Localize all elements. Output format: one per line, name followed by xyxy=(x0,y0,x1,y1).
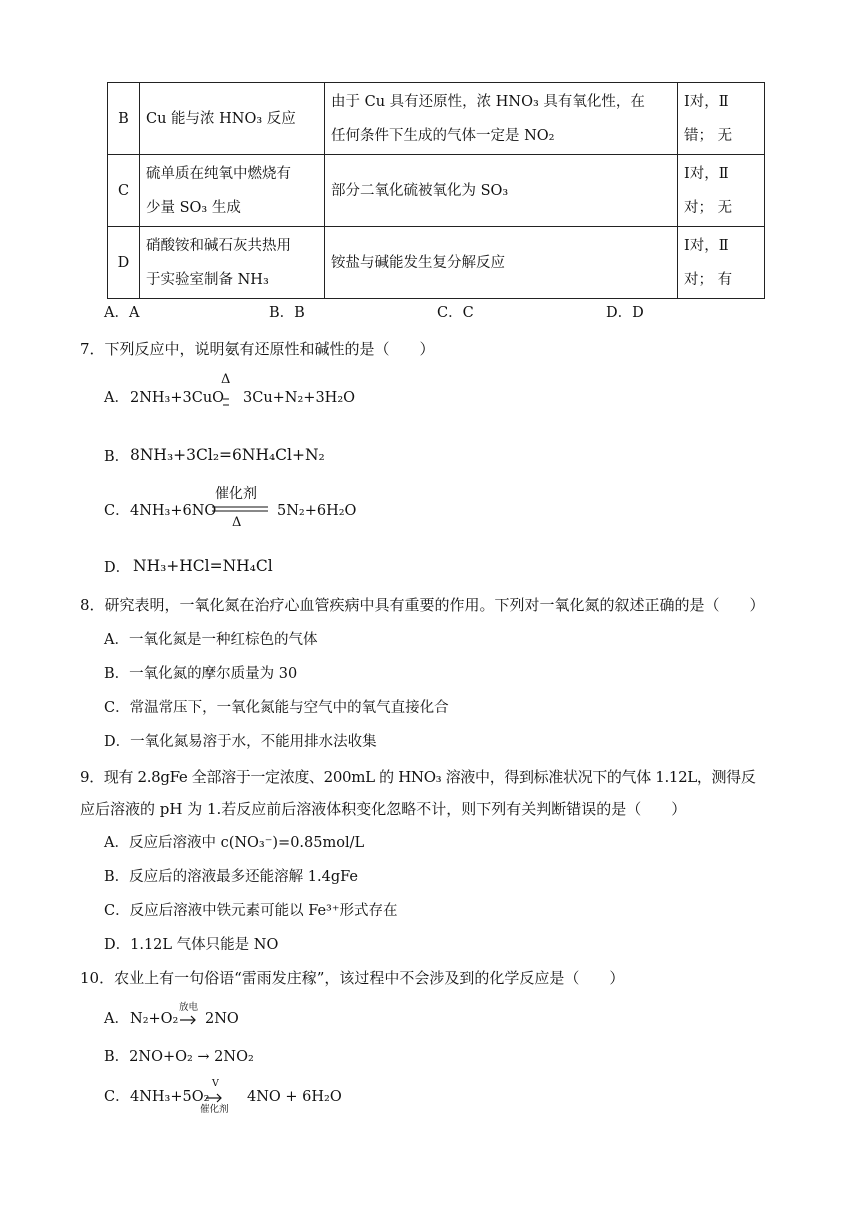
q6-option-c[interactable]: C．C xyxy=(437,305,474,321)
equation-left: 4NH₃+6NO xyxy=(130,503,217,519)
table-cell-explanation xyxy=(325,155,678,227)
q9-stem-line-1: 9．现有 2.8gFe 全部溶于一定浓度、200mL 的 HNO₃ 溶液中，得到标准状况下的气体 1.12L，测得反 xyxy=(80,768,756,786)
option-label: D． xyxy=(104,560,131,576)
option-label: B． xyxy=(104,449,130,465)
table-cell-statement xyxy=(140,83,325,155)
cell-line: 部分二氧化硫被氧化为 SO₃ xyxy=(331,182,509,199)
condition-delta: Δ xyxy=(232,515,242,530)
cell-line: 对； 无 xyxy=(684,199,733,216)
equation-right: 5N₂+6H₂O xyxy=(277,503,357,519)
option-label: C． xyxy=(104,503,130,519)
reaction-equals-icon xyxy=(212,505,268,513)
q8-option-a[interactable]: A．一氧化氮是一种红棕色的气体 xyxy=(104,632,318,648)
catalyst-label: 催化剂 xyxy=(200,1104,229,1115)
equation-left: N₂+O₂ xyxy=(130,1011,179,1027)
cell-line: 于实验室制备 NH₃ xyxy=(146,271,269,288)
cell-line: Ⅰ对，Ⅱ xyxy=(684,165,729,182)
table-cell-judgement xyxy=(678,227,765,299)
table-cell-judgement xyxy=(678,155,765,227)
option-label: A． xyxy=(104,390,129,406)
q9-option-a[interactable]: A．反应后溶液中 c(NO₃⁻)=0.85mol/L xyxy=(104,835,365,851)
equation-left: 4NH₃+5O₂ xyxy=(130,1089,210,1105)
q8-stem: 8．研究表明，一氧化氮在治疗心血管疾病中具有重要的作用。下列对一氧化氮的叙述正确的是（ ） xyxy=(80,596,765,614)
q8-option-c[interactable]: C．常温常压下，一氧化氮能与空气中的氧气直接化合 xyxy=(104,700,449,716)
cell-line: 错； 无 xyxy=(684,127,733,144)
condition-delta: Δ xyxy=(221,372,231,387)
equation-right: 4NO + 6H₂O xyxy=(247,1089,342,1105)
condition-v: V xyxy=(212,1078,219,1089)
equilibrium-equals-icon xyxy=(222,396,232,408)
equation-right: 2NO xyxy=(205,1011,239,1027)
cell-line: 任何条件下生成的气体一定是 NO₂ xyxy=(331,127,555,144)
table-cell-statement xyxy=(140,155,325,227)
option-label: A． xyxy=(104,1011,129,1027)
answer-table-body xyxy=(108,83,765,299)
answer-table xyxy=(107,82,765,299)
option-label: C． xyxy=(104,1089,130,1105)
cell-line: Cu 能与浓 HNO₃ 反应 xyxy=(146,110,296,127)
q10-stem: 10．农业上有一句俗语“雷雨发庄稼”，该过程中不会涉及到的化学反应是（ ） xyxy=(80,969,625,987)
equation-left: 2NH₃+3CuO xyxy=(130,390,225,406)
cell-line: 硫单质在纯氧中燃烧有 xyxy=(146,165,291,182)
q8-option-d[interactable]: D．一氧化氮易溶于水，不能用排水法收集 xyxy=(104,734,377,750)
equation: 8NH₃+3Cl₂=6NH₄Cl+N₂ xyxy=(130,446,325,464)
table-row xyxy=(108,155,765,227)
q9-option-c[interactable]: C．反应后溶液中铁元素可能以 Fe³⁺形式存在 xyxy=(104,903,398,919)
table-cell-option: C xyxy=(108,155,140,227)
table-cell-explanation xyxy=(325,83,678,155)
cell-line: 对； 有 xyxy=(684,271,733,288)
q9-option-b[interactable]: B．反应后的溶液最多还能溶解 1.4gFe xyxy=(104,869,358,885)
q6-option-d[interactable]: D．D xyxy=(606,305,644,321)
table-cell-explanation xyxy=(325,227,678,299)
table-cell-option: D xyxy=(108,227,140,299)
cell-line: 铵盐与碱能发生复分解反应 xyxy=(331,254,505,271)
catalyst-label: 催化剂 xyxy=(215,486,257,502)
q9-stem-line-2: 应后溶液的 pH 为 1.若反应前后溶液体积变化忽略不计，则下列有关判断错误的是（ ） xyxy=(80,800,687,818)
cell-line: Ⅰ对，Ⅱ xyxy=(684,93,729,110)
table-cell-judgement xyxy=(678,83,765,155)
table-cell-option: B xyxy=(108,83,140,155)
table-cell-statement xyxy=(140,227,325,299)
cell-line: 少量 SO₃ 生成 xyxy=(146,199,241,216)
q8-option-b[interactable]: B．一氧化氮的摩尔质量为 30 xyxy=(104,666,298,682)
equation: NH₃+HCl=NH₄Cl xyxy=(133,557,273,575)
q7-stem: 7．下列反应中，说明氨有还原性和碱性的是（ ） xyxy=(80,340,435,358)
right-arrow-icon xyxy=(179,1015,197,1025)
cell-line: 硝酸铵和碱石灰共热用 xyxy=(146,237,291,254)
q9-option-d[interactable]: D．1.12L 气体只能是 NO xyxy=(104,937,279,953)
equation-right: 3Cu+N₂+3H₂O xyxy=(243,390,356,406)
table-row xyxy=(108,227,765,299)
cell-line: 由于 Cu 具有还原性，浓 HNO₃ 具有氧化性，在 xyxy=(331,93,645,110)
table-row xyxy=(108,83,765,155)
q10-option-b[interactable]: B．2NO+O₂ → 2NO₂ xyxy=(104,1049,254,1065)
right-arrow-icon xyxy=(205,1093,223,1103)
q6-option-b[interactable]: B．B xyxy=(269,305,305,321)
cell-line: Ⅰ对，Ⅱ xyxy=(684,237,729,254)
condition-discharge: 放电 xyxy=(179,1002,199,1013)
q6-option-a[interactable]: A．A xyxy=(104,305,140,321)
